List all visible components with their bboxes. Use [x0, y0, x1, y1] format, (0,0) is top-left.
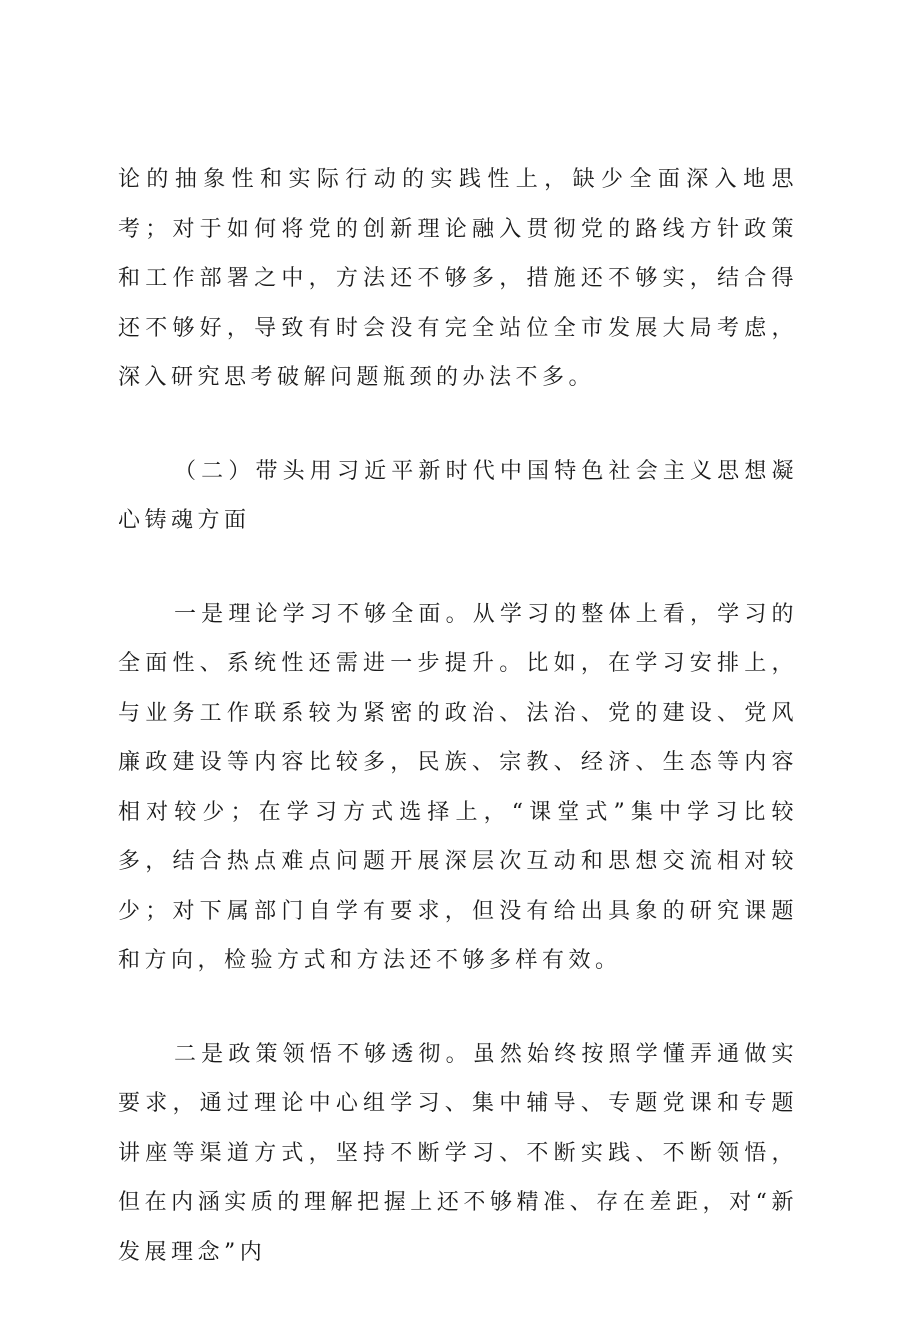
document-body — [118, 155, 798, 1321]
section-heading: （二）带头用习近平新时代中国特色社会主义思想凝心铸魂方面 — [118, 458, 798, 533]
paragraph-continuation: 论的抽象性和实际行动的实践性上，缺少全面深入地思考；对于如何将党的创新理论融入贯彻党的路线方针政策和工作部署之中，方法还不够多，措施还不够实，结合得还不够好，导致有时会没有完全站位全市发展大局考虑，深入研究思考破解问题瓶颈的办法不多。 — [118, 167, 798, 390]
paragraph-policy-understanding: 二是政策领悟不够透彻。虽然始终按照学懂弄通做实要求，通过理论中心组学习、集中辅导、专题党课和专题讲座等渠道方式，坚持不断学习、不断实践、不断领悟，但在内涵实质的理解把握上还不够精准、存在差距，对“新发展理念”内 — [118, 1041, 798, 1265]
paragraph-theory-study: 一是理论学习不够全面。从学习的整体上看，学习的全面性、系统性还需进一步提升。比如，在学习安排上，与业务工作联系较为紧密的政治、法治、党的建设、党风廉政建设等内容比较多，民族、宗教、经济、生态等内容相对较少；在学习方式选择上，“课堂式”集中学习比较多，结合热点难点问题开展深层次互动和思想交流相对较少；对下属部门自学有要求，但没有给出具象的研究课题和方向，检验方式和方法还不够多样有效。 — [118, 601, 798, 973]
